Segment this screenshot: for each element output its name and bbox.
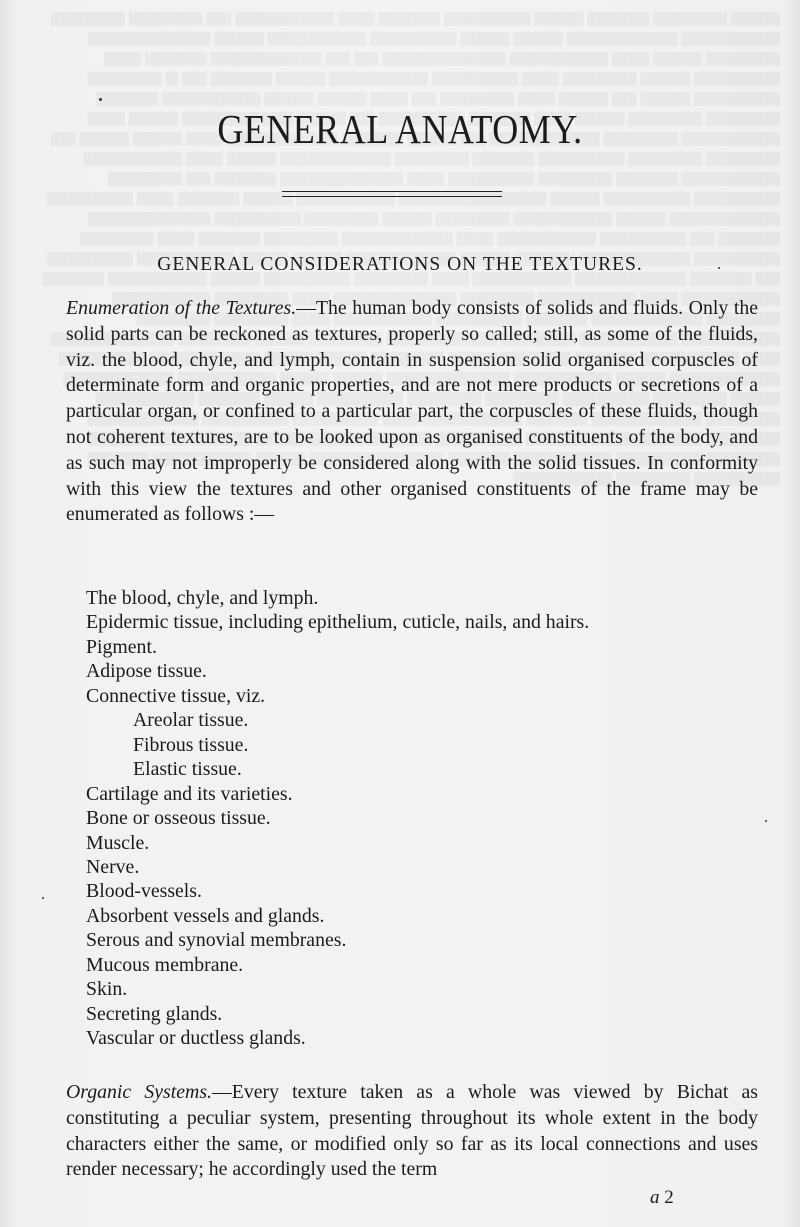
ink-speck	[42, 897, 44, 899]
tissue-list-item: Skin.	[86, 978, 128, 1001]
tissue-list-item: Fibrous tissue.	[133, 733, 249, 756]
ink-speck	[718, 267, 720, 269]
tissue-list-item: Absorbent vessels and glands.	[86, 904, 325, 927]
tissue-list-item: Serous and synovial membranes.	[86, 929, 347, 952]
signature-mark	[650, 1187, 674, 1209]
tissue-list-item: Blood-vessels.	[86, 880, 202, 903]
tissue-list-item: Elastic tissue.	[133, 758, 242, 781]
tissue-list-item: Cartilage and its varieties.	[86, 782, 293, 805]
tissue-list-item: Connective tissue, viz.	[86, 684, 266, 707]
signature-number: 2	[664, 1187, 674, 1208]
tissue-list-item: Bone or osseous tissue.	[86, 807, 271, 830]
tissue-list-item: Areolar tissue.	[133, 709, 249, 732]
tissue-list-item: Secreting glands.	[86, 1002, 223, 1025]
paragraph-enumeration	[66, 296, 758, 528]
title-double-rule	[282, 191, 502, 197]
tissue-list	[86, 586, 589, 1051]
tissue-list-item: Adipose tissue.	[86, 660, 207, 683]
tissue-list-item: Pigment.	[86, 635, 157, 658]
signature-letter: a	[650, 1187, 660, 1208]
paragraph-organic-systems	[66, 1080, 758, 1183]
tissue-list-item: The blood, chyle, and lymph.	[86, 587, 319, 609]
tissue-list-item: Epidermic tissue, including epithelium, cuticle, nails, and hairs.	[86, 611, 590, 634]
paragraph-enumeration-lead: Enumeration of the Textures.	[66, 297, 297, 319]
tissue-list-item: Nerve.	[86, 855, 140, 878]
ink-speck	[99, 98, 102, 101]
section-heading: GENERAL CONSIDERATIONS ON THE TEXTURES.	[157, 254, 643, 275]
tissue-list-item: Vascular or ductless glands.	[86, 1027, 306, 1050]
tissue-list-item: Mucous membrane.	[86, 953, 244, 976]
paragraph-enumeration-text: —The human body consists of solids and fluids. Only the solid parts can be reckoned as textures, properly so called; still, as some of the fluids, viz. the blood, chyle, and lymph, contain in suspension solid organised corpuscles of determinate form and organic properties, and are not mere products or secretions of a particular organ, or confined to a particular part, the corpuscles of these fluids, though not coherent textures, are to be looked upon as organised constituents of the body, and as such may not improperly be considered along with the solid tissues. In conformity with this view the textures and other organised constituents of the frame may be enumerated as follows :—	[66, 297, 758, 526]
tissue-list-item: Muscle.	[86, 831, 150, 854]
ink-speck	[765, 820, 767, 822]
paragraph-organic-systems-text: —Every texture taken as a whole was viewed by Bichat as constituting a peculiar system, presenting throughout its whole extent in the body characters either the same, or modified only so far as its local connections and uses render necessary; he accordingly used the term	[66, 1081, 759, 1181]
page-title: GENERAL ANATOMY.	[217, 106, 583, 152]
paragraph-organic-systems-lead: Organic Systems.	[66, 1081, 212, 1103]
